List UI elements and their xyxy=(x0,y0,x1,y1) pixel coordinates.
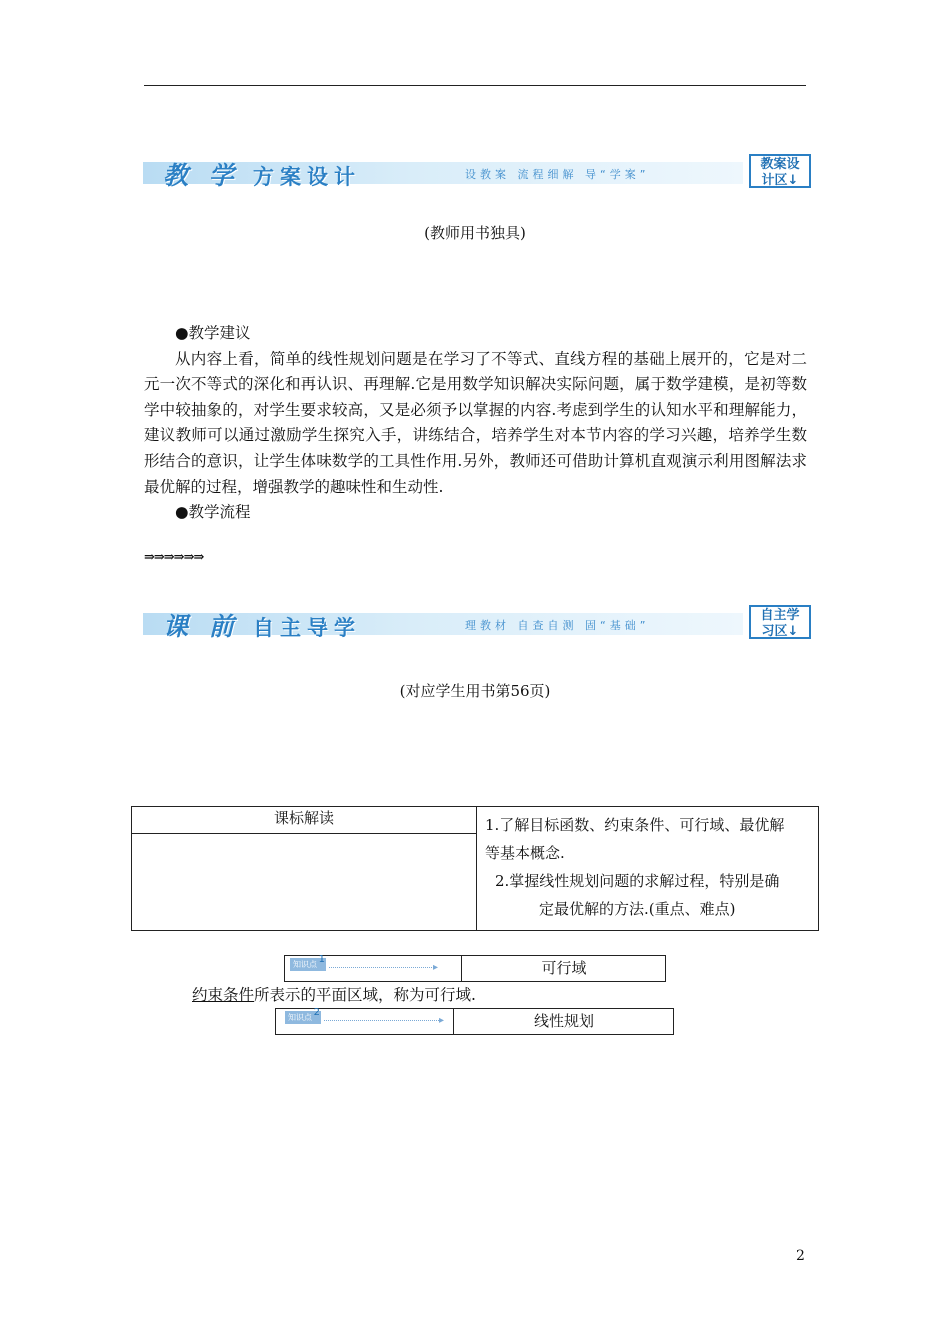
teacher-book-note: (教师用书独具) xyxy=(424,224,526,242)
banner-title-emphasis: 教 学 xyxy=(163,161,240,190)
section-banner-teaching-plan xyxy=(143,154,815,190)
curriculum-standard-table xyxy=(131,806,819,931)
banner-box-line1: 自主学 xyxy=(760,608,800,623)
knowledge-point-tag-text: 知识点 xyxy=(293,960,317,969)
banner-title xyxy=(163,156,361,192)
knowledge-point-label: 线性规划 xyxy=(453,1009,674,1034)
knowledge-point-2 xyxy=(275,1008,674,1035)
arrow-right-icon: ▸ xyxy=(439,1015,445,1026)
banner-title-rest: 方案设计 xyxy=(253,165,362,189)
knowledge-point-tag xyxy=(285,1007,321,1024)
header-rule xyxy=(144,85,806,86)
banner-subtitle: 理教材 自查自测 固“基础” xyxy=(465,619,650,632)
banner-box-line2: 习区↓ xyxy=(761,624,799,639)
knowledge-point-number: 2 xyxy=(313,1007,320,1018)
knowledge-point-tag xyxy=(290,954,326,971)
student-book-note: (对应学生用书第56页) xyxy=(399,682,551,700)
standard-table-header: 课标解读 xyxy=(132,807,477,834)
standard-line-1: 1.了解目标函数、约束条件、可行域、最优解 xyxy=(485,816,785,834)
standard-line-3: 2.掌握线性规划问题的求解过程，特别是确 xyxy=(495,872,780,890)
teaching-flow-heading: ●教学流程 xyxy=(175,503,251,522)
banner-title-emphasis: 课 前 xyxy=(163,612,240,641)
flow-arrows: ⇒⇒⇒⇒⇒⇒ xyxy=(144,550,204,565)
standard-table-content xyxy=(477,807,819,931)
dotted-arrow-line xyxy=(324,1020,439,1021)
teaching-suggestion xyxy=(144,321,807,526)
knowledge-point-tag-text: 知识点 xyxy=(288,1013,312,1022)
banner-box-label xyxy=(749,605,811,639)
dotted-arrow-line xyxy=(329,967,434,968)
page-number: 2 xyxy=(796,1248,805,1264)
banner-box-label xyxy=(749,154,811,188)
knowledge-point-1 xyxy=(284,955,666,982)
standard-table-empty-cell xyxy=(132,834,477,931)
teaching-suggestion-heading: ●教学建议 xyxy=(175,324,251,342)
knowledge-point-number: 1 xyxy=(318,954,325,965)
knowledge-point-label: 可行域 xyxy=(461,956,666,981)
banner-title-rest: 自主导学 xyxy=(253,616,362,640)
definition-text xyxy=(192,983,476,1005)
banner-box-line1: 教案设 xyxy=(760,157,800,172)
section-banner-self-study xyxy=(143,605,815,641)
banner-title xyxy=(163,607,361,643)
definition-underlined-term: 约束条件 xyxy=(192,986,255,1004)
definition-rest: 所表示的平面区域，称为可行域. xyxy=(254,986,476,1004)
banner-subtitle: 设教案 流程细解 导“学案” xyxy=(465,168,650,181)
standard-line-4: 定最优解的方法.(重点、难点) xyxy=(539,900,736,918)
arrow-right-icon: ▸ xyxy=(433,962,439,973)
teaching-suggestion-paragraph: 从内容上看，简单的线性规划问题是在学习了不等式、直线方程的基础上展开的，它是对二元一次不等式的深化和再认识、再理解.它是用数学知识解决实际问题，属于数学建模，是初等数学中较抽象的，对学生要求较高，又是必须予以掌握的内容.考虑到学生的认知水平和理解能力，建议教师可以通过激励学生探究入手，讲练结合，培养学生对本节内容的学习兴趣，培养学生数形结合的意识，让学生体味数学的工具性作用.另外，教师还可借助计算机直观演示利用图解法求最优解的过程，增强教学的趣味性和生动性. xyxy=(144,349,807,496)
banner-box-line2: 计区↓ xyxy=(761,173,799,188)
standard-line-2: 等基本概念. xyxy=(485,844,565,862)
